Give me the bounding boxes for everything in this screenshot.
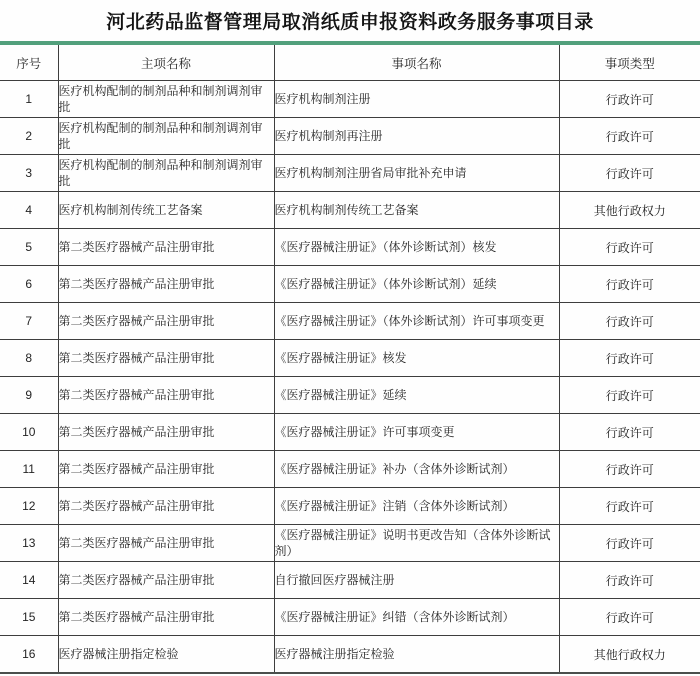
item-type-cell: 行政许可: [559, 81, 700, 118]
serial-number-cell: 12: [0, 488, 58, 525]
item-name-cell: 《医疗器械注册证》许可事项变更: [274, 414, 559, 451]
serial-number-cell: 10: [0, 414, 58, 451]
serial-number-cell: 4: [0, 192, 58, 229]
item-name-cell: 《医疗器械注册证》核发: [274, 340, 559, 377]
main-item-name-cell: 第二类医疗器械产品注册审批: [58, 340, 274, 377]
item-name-cell: 《医疗器械注册证》（体外诊断试剂）核发: [274, 229, 559, 266]
table-row: [0, 414, 700, 451]
main-item-name-cell: 医疗机构配制的制剂品种和制剂调剂审批: [58, 118, 274, 155]
item-type-cell: 行政许可: [559, 266, 700, 303]
item-name-cell: 医疗机构制剂注册省局审批补充申请: [274, 155, 559, 192]
table-row: [0, 81, 700, 118]
item-type-cell: 行政许可: [559, 340, 700, 377]
item-name-cell: 医疗机构制剂再注册: [274, 118, 559, 155]
main-item-name-cell: 第二类医疗器械产品注册审批: [58, 562, 274, 599]
item-name-cell: 《医疗器械注册证》（体外诊断试剂）延续: [274, 266, 559, 303]
main-item-name-cell: 第二类医疗器械产品注册审批: [58, 451, 274, 488]
main-item-name-cell: 医疗机构制剂传统工艺备案: [58, 192, 274, 229]
main-item-name-cell: 第二类医疗器械产品注册审批: [58, 377, 274, 414]
page-title: 河北药品监督管理局取消纸质申报资料政务服务事项目录: [106, 12, 594, 33]
item-name-cell: 《医疗器械注册证》（体外诊断试剂）许可事项变更: [274, 303, 559, 340]
serial-number-cell: 15: [0, 599, 58, 636]
item-type-cell: 其他行政权力: [559, 636, 700, 674]
table-row: [0, 266, 700, 303]
serial-number-cell: 11: [0, 451, 58, 488]
table-row: [0, 118, 700, 155]
table-header: [0, 43, 700, 81]
item-type-cell: 行政许可: [559, 229, 700, 266]
table-body: [0, 81, 700, 674]
main-item-name-cell: 医疗机构配制的制剂品种和制剂调剂审批: [58, 81, 274, 118]
serial-number-cell: 8: [0, 340, 58, 377]
item-type-cell: 行政许可: [559, 488, 700, 525]
table-row: [0, 488, 700, 525]
table-row: [0, 636, 700, 674]
item-name-cell: 医疗机构制剂注册: [274, 81, 559, 118]
table-row: [0, 599, 700, 636]
table-row: [0, 451, 700, 488]
serial-number-cell: 6: [0, 266, 58, 303]
main-item-name-cell: 第二类医疗器械产品注册审批: [58, 488, 274, 525]
table-row: [0, 340, 700, 377]
main-item-name-cell: 医疗机构配制的制剂品种和制剂调剂审批: [58, 155, 274, 192]
serial-number-cell: 2: [0, 118, 58, 155]
item-name-cell: 《医疗器械注册证》注销（含体外诊断试剂）: [274, 488, 559, 525]
service-items-table: [0, 41, 700, 674]
item-type-cell: 行政许可: [559, 118, 700, 155]
item-type-cell: 行政许可: [559, 414, 700, 451]
main-item-name-cell: 第二类医疗器械产品注册审批: [58, 525, 274, 562]
item-type-cell: 行政许可: [559, 599, 700, 636]
main-item-name-cell: 第二类医疗器械产品注册审批: [58, 599, 274, 636]
column-header-item-type: 事项类型: [559, 43, 700, 81]
item-type-cell: 行政许可: [559, 377, 700, 414]
column-header-item-name: 事项名称: [274, 43, 559, 81]
serial-number-cell: 5: [0, 229, 58, 266]
table-row: [0, 525, 700, 562]
table-row: [0, 562, 700, 599]
column-header-serial: 序号: [0, 43, 58, 81]
serial-number-cell: 3: [0, 155, 58, 192]
item-name-cell: 医疗器械注册指定检验: [274, 636, 559, 674]
main-item-name-cell: 第二类医疗器械产品注册审批: [58, 414, 274, 451]
item-type-cell: 行政许可: [559, 155, 700, 192]
item-name-cell: 《医疗器械注册证》补办（含体外诊断试剂）: [274, 451, 559, 488]
serial-number-cell: 7: [0, 303, 58, 340]
serial-number-cell: 9: [0, 377, 58, 414]
serial-number-cell: 13: [0, 525, 58, 562]
item-name-cell: 《医疗器械注册证》纠错（含体外诊断试剂）: [274, 599, 559, 636]
item-name-cell: 自行撤回医疗器械注册: [274, 562, 559, 599]
item-type-cell: 行政许可: [559, 562, 700, 599]
item-type-cell: 行政许可: [559, 525, 700, 562]
item-name-cell: 医疗机构制剂传统工艺备案: [274, 192, 559, 229]
item-name-cell: 《医疗器械注册证》说明书更改告知（含体外诊断试剂）: [274, 525, 559, 562]
item-name-cell: 《医疗器械注册证》延续: [274, 377, 559, 414]
item-type-cell: 行政许可: [559, 303, 700, 340]
item-type-cell: 行政许可: [559, 451, 700, 488]
main-item-name-cell: 第二类医疗器械产品注册审批: [58, 229, 274, 266]
column-header-main-item: 主项名称: [58, 43, 274, 81]
item-type-cell: 其他行政权力: [559, 192, 700, 229]
serial-number-cell: 14: [0, 562, 58, 599]
table-row: [0, 155, 700, 192]
table-row: [0, 229, 700, 266]
table-row: [0, 377, 700, 414]
main-item-name-cell: 第二类医疗器械产品注册审批: [58, 303, 274, 340]
table-row: [0, 192, 700, 229]
table-row: [0, 303, 700, 340]
header-row: [0, 43, 700, 81]
serial-number-cell: 1: [0, 81, 58, 118]
main-item-name-cell: 医疗器械注册指定检验: [58, 636, 274, 674]
serial-number-cell: 16: [0, 636, 58, 674]
main-item-name-cell: 第二类医疗器械产品注册审批: [58, 266, 274, 303]
